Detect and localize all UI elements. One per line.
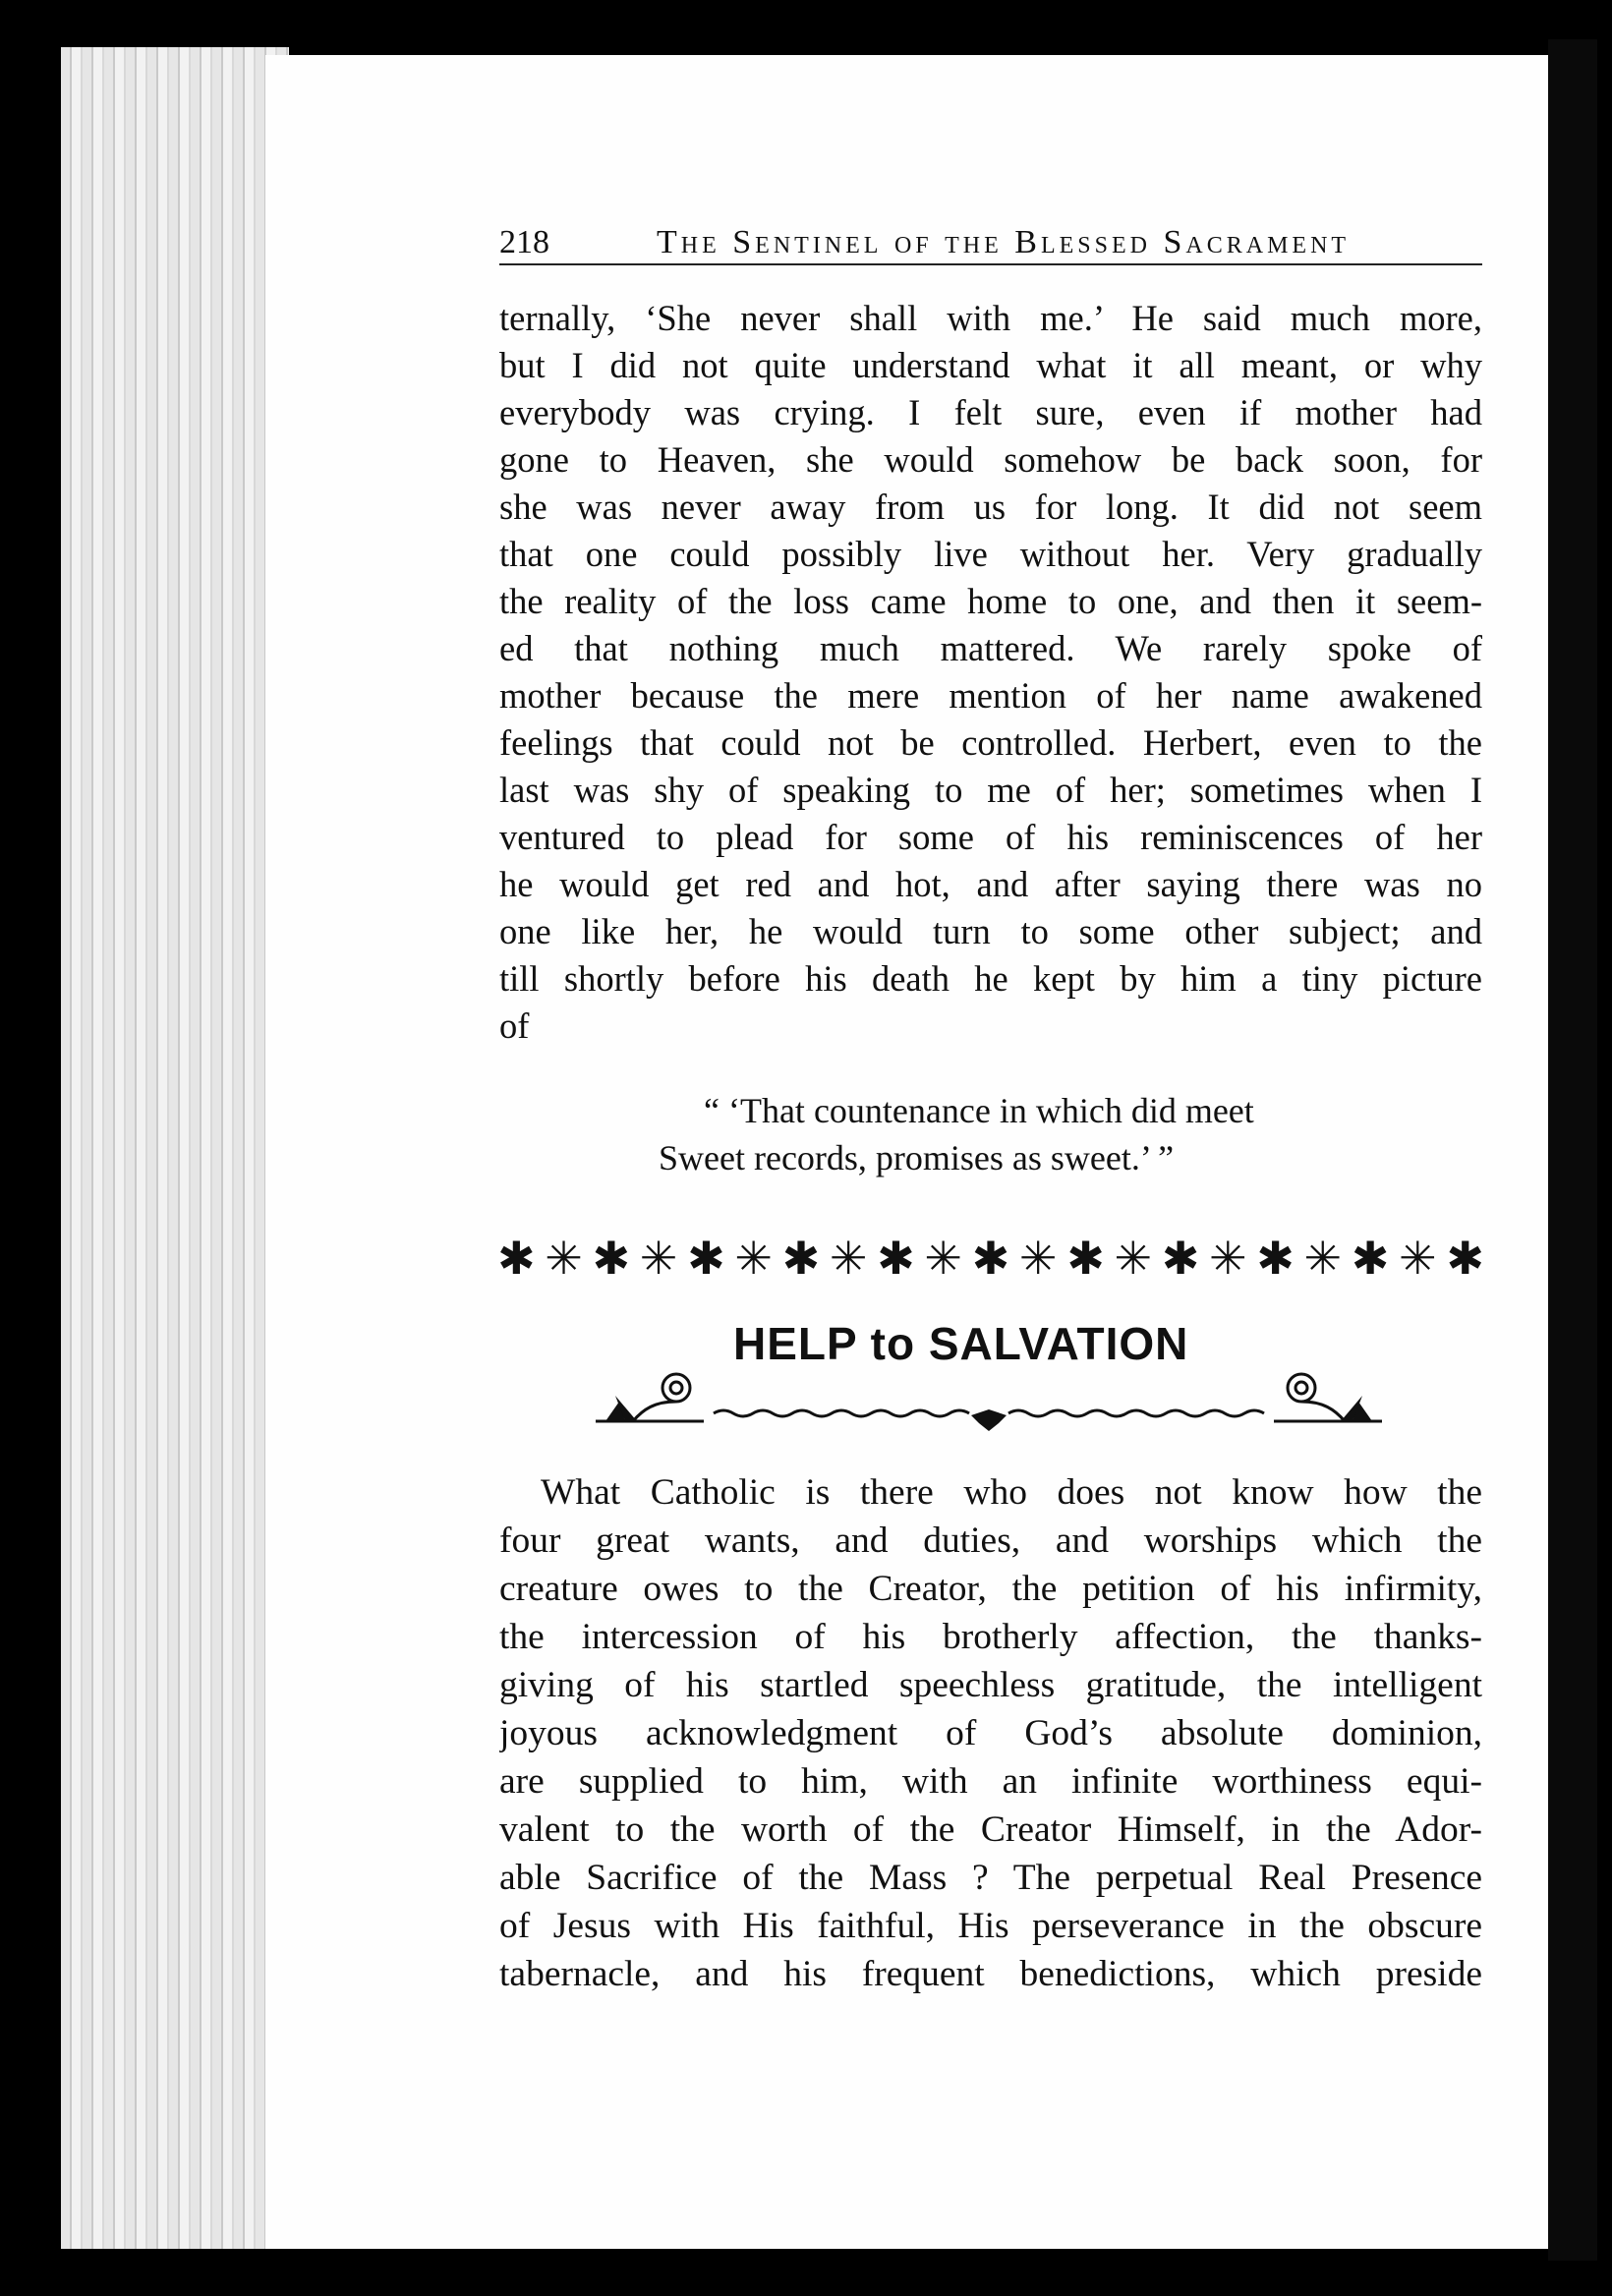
asterism-icon: ✱	[877, 1232, 915, 1285]
text-line: she was never away from us for long. It did not seem	[499, 487, 1482, 527]
text-line: are supplied to him, with an infinite worthiness equi-	[499, 1761, 1482, 1802]
section-heading: HELP to SALVATION	[733, 1318, 1189, 1369]
page-number: 218	[499, 224, 549, 260]
quote-line-2: Sweet records, promises as sweet.’ ”	[659, 1138, 1175, 1177]
asterism-icon: ✳	[1208, 1232, 1247, 1285]
text-line: everybody was crying. I felt sure, even if mother had	[499, 392, 1482, 432]
text-line: the reality of the loss came home to one, and then it seem-	[499, 581, 1482, 621]
text-line: feelings that could not be controlled. Herbert, even to the	[499, 722, 1482, 763]
text-line: the intercession of his brotherly affection, the thanks-	[499, 1617, 1482, 1657]
asterism-icon: ✱	[1256, 1232, 1295, 1285]
text-line: that one could possibly live without her. Very gradually	[499, 534, 1482, 574]
paragraph-2	[499, 1468, 1482, 1998]
text-line: one like her, he would turn to some other subject; and	[499, 911, 1482, 951]
asterism-icon: ✱	[497, 1232, 536, 1285]
asterism-icon: ✳	[829, 1232, 868, 1285]
asterism-icon: ✳	[924, 1232, 962, 1285]
asterism-icon: ✱	[687, 1232, 725, 1285]
text-line: mother because the mere mention of her name awakened	[499, 675, 1482, 716]
asterism-icon: ✱	[592, 1232, 631, 1285]
text-line: of	[499, 1005, 530, 1046]
text-line: four great wants, and duties, and worships which the	[499, 1521, 1482, 1561]
text-line: What Catholic is there who does not know how the	[541, 1472, 1482, 1513]
asterism-icon: ✱	[1446, 1232, 1484, 1285]
asterism-icon: ✳	[1018, 1232, 1058, 1285]
asterism-icon: ✱	[971, 1232, 1010, 1285]
asterism-icon: ✳	[734, 1232, 773, 1285]
text-line: giving of his startled speechless gratitude, the intelligent	[499, 1665, 1482, 1705]
text-line: able Sacrifice of the Mass ? The perpetual Real Presence	[499, 1858, 1482, 1898]
asterism-icon: ✳	[639, 1232, 678, 1285]
section-heading-block	[586, 1317, 1392, 1435]
text-line: creature owes to the Creator, the petition of his infirmity,	[499, 1569, 1482, 1609]
page-edges-stack	[61, 47, 289, 2249]
asterism-icon: ✱	[1161, 1232, 1200, 1285]
asterism-icon: ✱	[1066, 1232, 1105, 1285]
asterism-icon: ✳	[1399, 1232, 1437, 1285]
scroll-ornament-icon	[586, 1366, 1392, 1435]
running-header	[499, 218, 1482, 265]
text-line: he would get red and hot, and after saying there was no	[499, 864, 1482, 904]
text-line: tabernacle, and his frequent benedictions, which preside	[499, 1954, 1482, 1994]
text-line: joyous acknowledgment of God’s absolute dominion,	[499, 1713, 1482, 1753]
asterism-icon: ✳	[545, 1232, 583, 1285]
asterism-icon: ✱	[1351, 1232, 1390, 1285]
text-line: gone to Heaven, she would somehow be back soon, for	[499, 439, 1482, 480]
text-line: but I did not quite understand what it all meant, or why	[499, 345, 1482, 385]
quote-line-1: “ ‘That countenance in which did meet	[704, 1091, 1254, 1130]
ornament-divider	[497, 1231, 1484, 1286]
paragraph-1	[499, 295, 1482, 1050]
text-line: last was shy of speaking to me of her; sometimes when I	[499, 770, 1482, 810]
text-line: till shortly before his death he kept by him a tiny picture	[499, 958, 1482, 999]
text-line: valent to the worth of the Creator Himself, in the Ador-	[499, 1809, 1482, 1850]
text-line: ventured to plead for some of his reminiscences of her	[499, 817, 1482, 857]
text-line: ed that nothing much mattered. We rarely spoke of	[499, 628, 1482, 668]
asterism-icon: ✳	[1114, 1232, 1152, 1285]
verse-quote	[649, 1087, 1396, 1181]
text-line: of Jesus with His faithful, His perseverance in the obscure	[499, 1906, 1482, 1946]
asterism-icon: ✳	[1303, 1232, 1343, 1285]
running-title: The Sentinel of the Blessed Sacrament	[657, 224, 1351, 260]
text-line: ternally, ‘She never shall with me.’ He said much more,	[499, 298, 1482, 338]
binding-shadow	[1548, 39, 1597, 2261]
asterism-icon: ✱	[781, 1232, 821, 1285]
